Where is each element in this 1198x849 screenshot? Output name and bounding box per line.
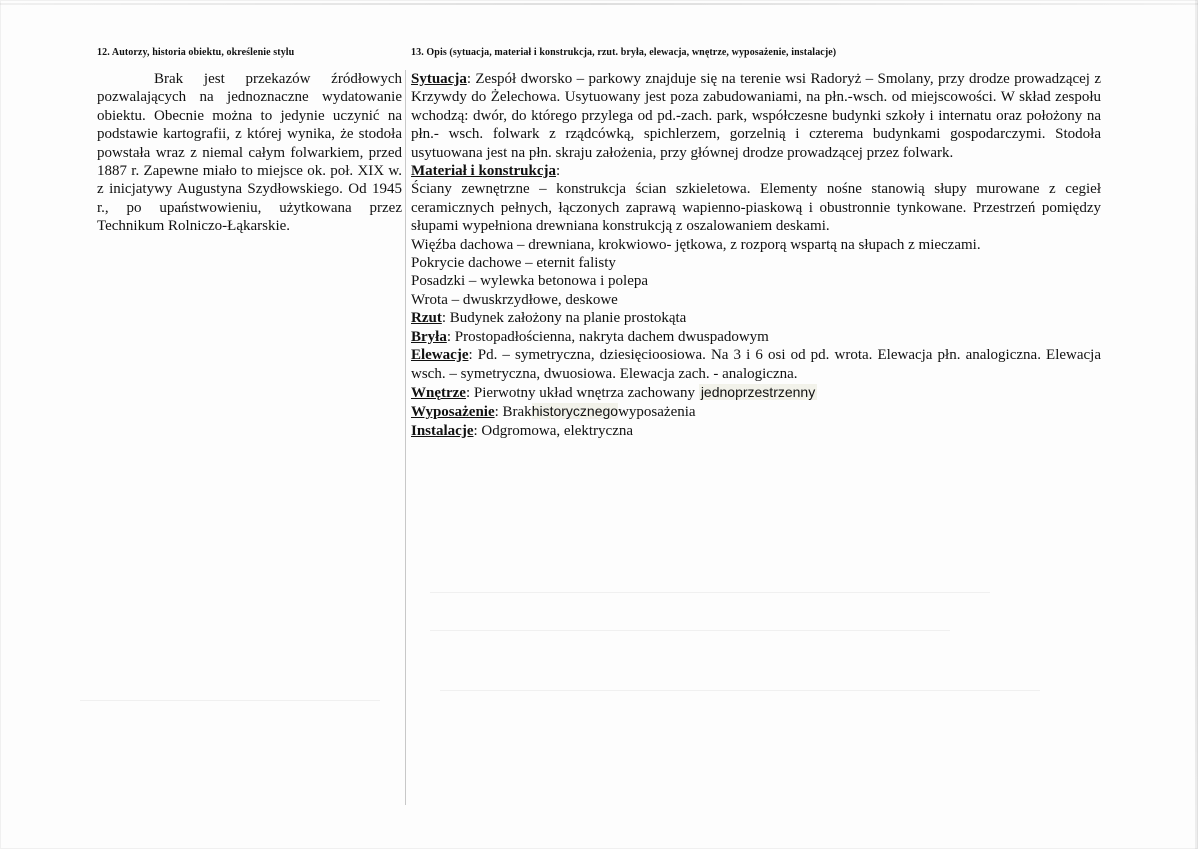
bleed-through-line bbox=[80, 700, 380, 701]
wnetrze-highlight: jednoprzestrzenny bbox=[700, 383, 816, 400]
section-12-number: 12. bbox=[97, 47, 110, 58]
wiezba-line: Więźba dachowa – drewniana, krokwiowo- jętkowa, z rozporą wspartą na słupach z mieczami. bbox=[411, 236, 981, 253]
rzut-label: Rzut bbox=[411, 310, 442, 327]
material-label: Materiał i konstrukcja bbox=[411, 163, 556, 180]
sciany-paragraph: Ściany zewnętrzne – konstrukcja ścian szkieletowa. Elementy nośne stanowią słupy murowane z cegieł ceramicznych pełnych, łączonych zaprawą wapienno-piaskową i obustronnie tynkowane. Przestrzeń pomiędzy słupami wypełniona drewniana konstrukcją z oszalowaniem deskami. bbox=[411, 181, 1101, 235]
sytuacja-label: Sytuacja bbox=[411, 71, 467, 87]
posadzki-line: Posadzki – wylewka betonowa i polepa bbox=[411, 273, 649, 290]
instalacje-label: Instalacje bbox=[411, 422, 474, 439]
wnetrze-label: Wnętrze bbox=[411, 384, 466, 401]
description-body bbox=[411, 70, 1101, 440]
bleed-through-line bbox=[430, 592, 990, 593]
bryla-label: Bryła bbox=[411, 328, 447, 345]
wyposazenie-paragraph bbox=[411, 402, 1101, 421]
section-13-header bbox=[411, 46, 1101, 60]
history-text: Brak jest przekazów źródłowych pozwalających na jednoznaczne wydatowanie obiektu. Obecnie można to jedynie uczynić na podstawie kartografii, z której wynika, że stodoła powstała wraz z niemal całym folwarkiem, przed 1887 r. Zapewne miało to miejsce ok. poł. XIX w. z inicjatywy Augustyna Szydłowskiego. Od 1945 r., po upaństwowieniu, użytkowana przez Technikum Rolniczo-Łąkarskie. bbox=[97, 71, 402, 235]
column-divider bbox=[405, 70, 406, 805]
elewacje-text: : Pd. – symetryczna, dziesięcioosiowa. Na 3 i 6 osi od pd. wrota. Elewacja płn. analogiczna. Elewacja wsch. – symetryczna, dwuosiowa. Elewacja zach. - analogiczna. bbox=[411, 347, 1101, 382]
rzut-text: : Budynek założony na planie prostokąta bbox=[441, 310, 687, 327]
elewacje-label: Elewacje bbox=[411, 347, 469, 364]
instalacje-text: : Odgromowa, elektryczna bbox=[473, 422, 634, 439]
section-13 bbox=[411, 46, 1101, 440]
wyposazenie-highlight: historycznego bbox=[531, 403, 619, 420]
wyposazenie-pre: : Brak bbox=[494, 404, 532, 421]
sytuacja-text: : Zespół dworsko – parkowy znajduje się na terenie wsi Radoryż – Smolany, przy drodze prowadzącej z Krzywdy do Żelechowa. Usytuowany jest poza zabudowaniami, na płn.-wsch. od miejscowości. W skład zespołu wchodzą: dwór, do którego przylega od pd.-zach. park, współczesne budynki szkoły i internatu oraz położony na płn.- wsch. folwark z rządcówką, spichlerzem, gorzelnią i czterema budynkami gospodarczymi. Stodoła usytuowana jest na płn. skraju założenia, przy głównej drodze prowadzącej przez folwark. bbox=[411, 71, 1101, 161]
wnetrze-text: : Pierwotny układ wnętrza zachowany bbox=[465, 384, 699, 401]
pokrycie-line: Pokrycie dachowe – eternit falisty bbox=[411, 255, 616, 272]
rzut-paragraph bbox=[411, 309, 1101, 327]
section-12 bbox=[97, 46, 402, 236]
bleed-through-line bbox=[440, 690, 1040, 691]
wnetrze-paragraph bbox=[411, 383, 1101, 402]
elewacje-paragraph bbox=[411, 346, 1101, 383]
material-heading bbox=[411, 162, 1101, 180]
bryla-paragraph bbox=[411, 328, 1101, 346]
material-colon: : bbox=[555, 163, 561, 180]
section-13-title: Opis (sytuacja, materiał i konstrukcja, rzut. bryła, elewacja, wnętrze, wyposażenie, instalacje) bbox=[426, 47, 837, 58]
section-12-title: Autorzy, historia obiektu, określenie stylu bbox=[111, 47, 295, 58]
wyposazenie-label: Wyposażenie bbox=[411, 404, 495, 421]
wyposazenie-post: wyposażenia bbox=[618, 404, 696, 421]
sytuacja-paragraph bbox=[411, 70, 1101, 162]
section-13-number: 13. bbox=[411, 47, 424, 58]
wrota-line: Wrota – dwuskrzydłowe, deskowe bbox=[411, 291, 618, 308]
scan-top-edge bbox=[0, 3, 1198, 5]
section-12-header bbox=[97, 46, 402, 60]
bryla-text: : Prostopadłościenna, nakryta dachem dwuspadowym bbox=[446, 328, 769, 345]
bleed-through-line bbox=[430, 630, 950, 631]
instalacje-paragraph bbox=[411, 422, 1101, 440]
